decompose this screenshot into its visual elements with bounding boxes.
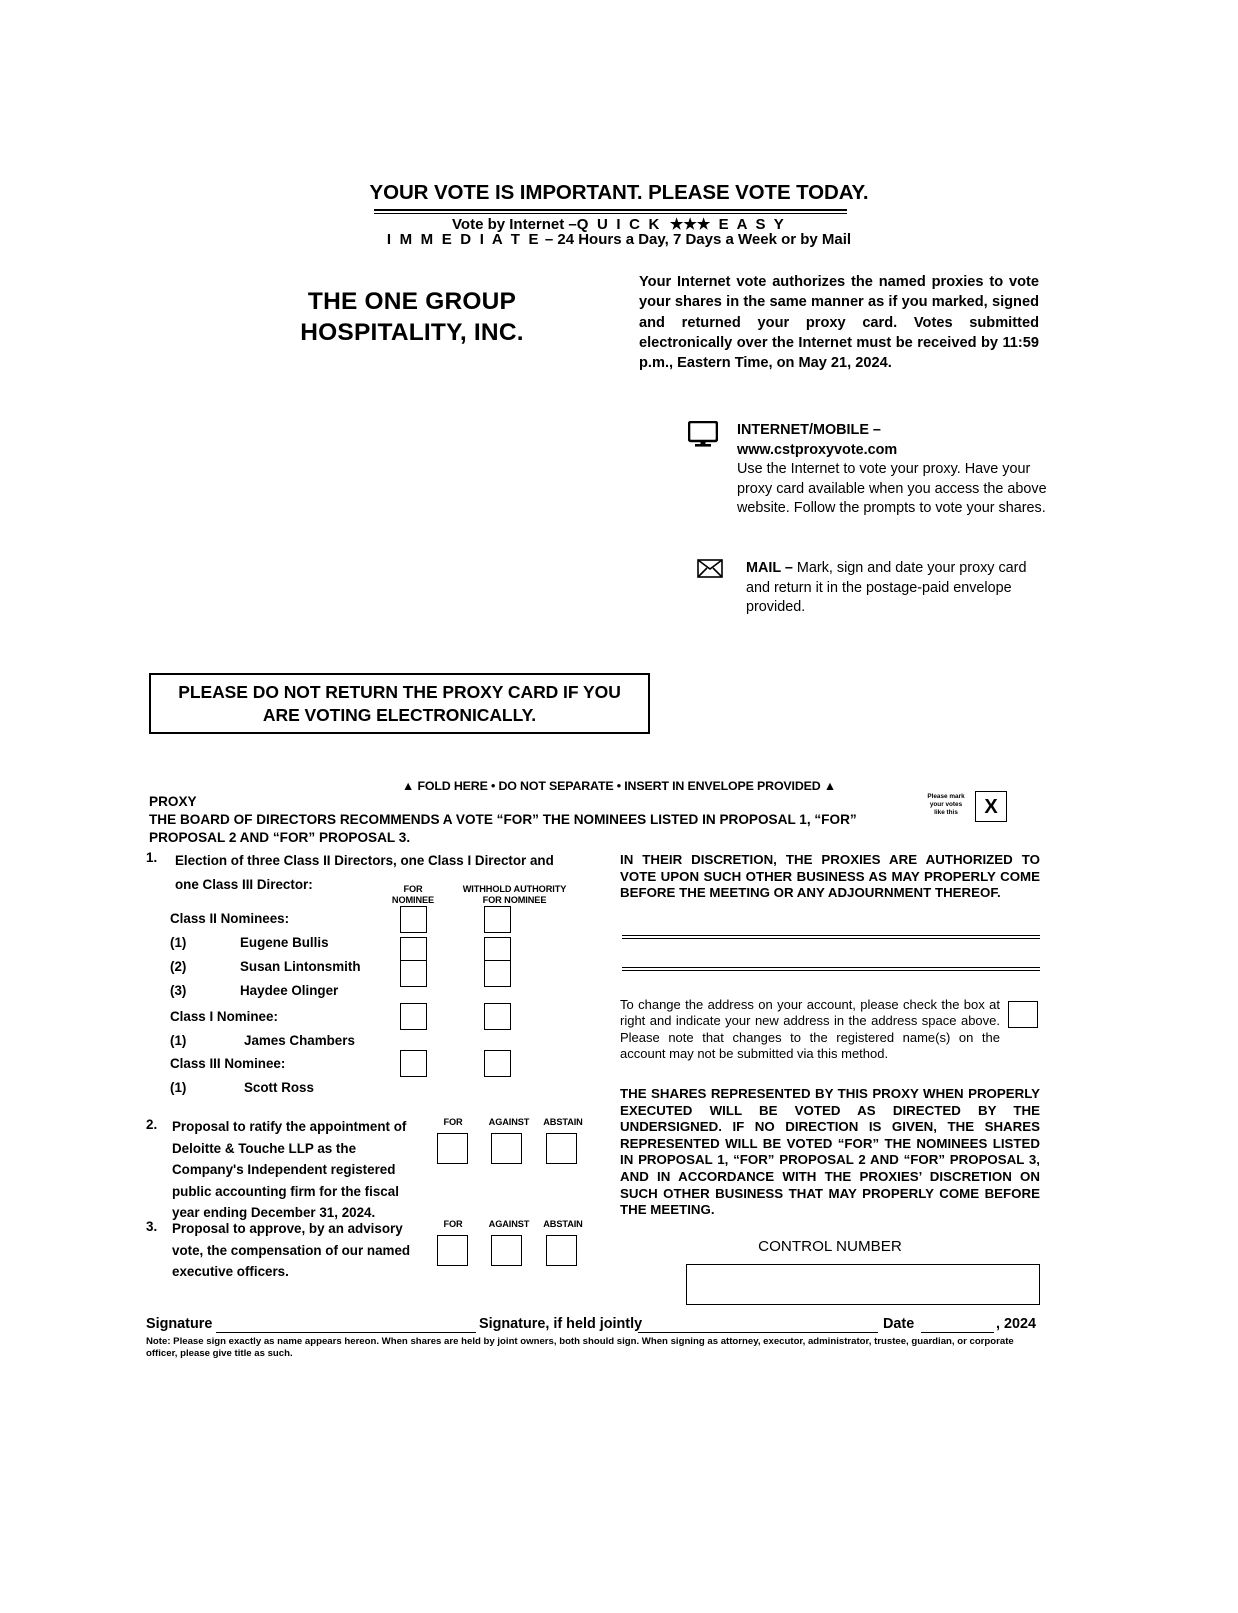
company-name — [212, 286, 612, 348]
column-header-withhold-authority — [448, 884, 581, 905]
column-header-withhold-line2: FOR NOMINEE — [482, 894, 547, 905]
proposal-3-column-for: FOR — [443, 1219, 463, 1229]
checkbox-for-scott-ross[interactable] — [400, 1050, 427, 1077]
proposal-1-number: 1. — [146, 850, 158, 865]
mark-instruction-line2: your votes — [929, 801, 963, 808]
address-line-1 — [622, 935, 1040, 939]
nominee-name-eugene-bullis: Eugene Bullis — [240, 935, 329, 950]
proposal-2-column-for: FOR — [443, 1117, 463, 1127]
fold-here-instruction: ▲ FOLD HERE • DO NOT SEPARATE • INSERT IN ENVELOPE PROVIDED ▲ — [402, 779, 836, 793]
proxy-label: PROXY — [149, 794, 197, 809]
board-recommendation: THE BOARD OF DIRECTORS RECOMMENDS A VOTE “FOR” THE NOMINEES LISTED IN PROPOSAL 1, “FOR” PROPOSAL 2 AND “FOR” PROPOSAL 3. — [149, 812, 857, 845]
checkbox-proposal-2-abstain[interactable] — [546, 1133, 577, 1164]
proxy-vote-url[interactable]: www.cstproxyvote.com — [737, 441, 898, 458]
checkbox-for-eugene-bullis[interactable] — [400, 906, 427, 933]
proposal-2-number: 2. — [146, 1117, 158, 1132]
nominee-number-1: (1) — [170, 935, 187, 950]
signature-year: , 2024 — [996, 1316, 1037, 1332]
hours-label: – 24 Hours a Day, 7 Days a Week or by Mail — [544, 231, 852, 248]
do-not-return-box — [149, 673, 650, 734]
proposal-3-text: Proposal to approve, by an advisory vote, the compensation of our named executive officers. — [172, 1221, 411, 1279]
internet-method-body: Use the Internet to vote your proxy. Have your proxy card available when you access the above website. Follow the prompts to vote your shares. — [737, 461, 1047, 517]
monitor-icon — [688, 421, 718, 454]
checkbox-withhold-haydee-olinger[interactable] — [484, 960, 511, 987]
address-change-paragraph: To change the address on your account, please check the box at right and indicate your new address in the address space above. Please note that changes to the registered name(s) on the account may not be submitted via this method. — [620, 997, 1000, 1062]
company-name-line2: HOSPITALITY, INC. — [300, 319, 524, 346]
date-input-line[interactable] — [921, 1332, 994, 1333]
checkbox-proposal-2-for[interactable] — [437, 1133, 468, 1164]
nominee-name-scott-ross: Scott Ross — [244, 1080, 314, 1095]
mail-method-heading: MAIL – — [746, 560, 793, 576]
nominee-number-4: (1) — [170, 1033, 187, 1048]
proposal-3-number: 3. — [146, 1219, 158, 1234]
page-title: YOUR VOTE IS IMPORTANT. PLEASE VOTE TODAY. — [369, 181, 869, 204]
company-name-line1: THE ONE GROUP — [307, 288, 517, 315]
nominee-name-haydee-olinger: Haydee Olinger — [240, 983, 339, 998]
date-label: Date — [883, 1316, 915, 1332]
mark-instruction — [920, 793, 972, 817]
proposal-3-column-abstain: ABSTAIN — [543, 1219, 583, 1229]
mail-method-block — [697, 559, 1042, 618]
checkbox-for-haydee-olinger[interactable] — [400, 960, 427, 987]
signature-row — [146, 1316, 1042, 1336]
joint-signature-label: Signature, if held jointly — [479, 1316, 643, 1332]
nominee-name-susan-lintonsmith: Susan Lintonsmith — [240, 959, 361, 974]
envelope-icon — [697, 559, 723, 585]
checkbox-proposal-3-against[interactable] — [491, 1235, 522, 1266]
class-i-nominee-label: Class I Nominee: — [170, 1009, 278, 1024]
checkbox-proposal-3-for[interactable] — [437, 1235, 468, 1266]
mark-instruction-line3: like this — [934, 809, 958, 816]
signature-note: Note: Please sign exactly as name appears hereon. When shares are held by joint owners, both should sign. When signing as attorney, executor, administrator, trustee, guardian, or corporate officer, please give title as such. — [146, 1336, 1014, 1359]
control-number-label: CONTROL NUMBER — [758, 1238, 902, 1255]
mail-method-text — [746, 559, 1042, 618]
column-header-withhold-line1: WITHHOLD AUTHORITY — [462, 884, 567, 894]
nominee-number-2: (2) — [170, 959, 187, 974]
column-header-for-nominee — [380, 884, 446, 905]
checkbox-address-change[interactable] — [1008, 1001, 1038, 1028]
proposal-1-text: Election of three Class II Directors, one Class I Director and one Class III Director: — [175, 853, 554, 892]
internet-method-text — [737, 421, 1048, 519]
vote-by-internet-label: Vote by Internet – — [452, 216, 577, 233]
internet-vote-paragraph: Your Internet vote authorizes the named proxies to vote your shares in the same manner as if you marked, signed and returned your proxy card. Votes submitted electronically over the Internet must be received by 11:59 p.m., Eastern Time, on May 21, 2024. — [639, 274, 1039, 372]
nominee-number-5: (1) — [170, 1080, 187, 1095]
class-ii-nominees-label: Class II Nominees: — [170, 911, 290, 926]
signature-input-line[interactable] — [216, 1332, 476, 1333]
column-header-for-nominee-line1: FOR — [403, 884, 423, 894]
checkbox-withhold-james-chambers[interactable] — [484, 1003, 511, 1030]
control-number-field[interactable] — [686, 1264, 1040, 1305]
discretion-paragraph: IN THEIR DISCRETION, THE PROXIES ARE AUTHORIZED TO VOTE UPON SUCH OTHER BUSINESS AS MAY PROPERLY COME BEFORE THE MEETING OR ANY ADJOURNMENT THEREOF. — [620, 852, 1040, 901]
proposal-2-column-abstain: ABSTAIN — [543, 1117, 583, 1127]
mail-method-body: Mark, sign and date your proxy card and return it in the postage-paid envelope provided. — [746, 560, 1027, 616]
proposal-3-column-against: AGAINST — [488, 1219, 530, 1229]
checkbox-withhold-scott-ross[interactable] — [484, 1050, 511, 1077]
checkbox-withhold-eugene-bullis[interactable] — [484, 906, 511, 933]
sample-mark-box: X — [975, 791, 1007, 822]
quick-label: Q U I C K — [576, 216, 662, 233]
class-iii-nominee-label: Class III Nominee: — [170, 1056, 286, 1071]
internet-method-block — [688, 421, 1048, 519]
signature-label: Signature — [146, 1316, 213, 1332]
checkbox-proposal-2-against[interactable] — [491, 1133, 522, 1164]
nominee-number-3: (3) — [170, 983, 187, 998]
do-not-return-text — [178, 681, 621, 727]
column-header-for-nominee-line2: NOMINEE — [391, 894, 435, 905]
header-subtitle-line2 — [0, 231, 1238, 248]
do-not-return-line2: ARE VOTING ELECTRONICALLY. — [262, 704, 537, 725]
proposal-2-text: Proposal to ratify the appointment of Deloitte & Touche LLP as the Company's Independent registered public accounting firm for the fiscal year ending December 31, 2024. — [172, 1119, 407, 1220]
mark-instruction-line1: Please mark — [927, 793, 965, 800]
immediate-label: I M M E D I A T E — [386, 231, 541, 248]
checkbox-proposal-3-abstain[interactable] — [546, 1235, 577, 1266]
do-not-return-line1: PLEASE DO NOT RETURN THE PROXY CARD IF YOU — [178, 681, 621, 702]
easy-label: E A S Y — [718, 216, 786, 233]
shares-voting-paragraph: THE SHARES REPRESENTED BY THIS PROXY WHEN PROPERLY EXECUTED WILL BE VOTED AS DIRECTED BY THE UNDERSIGNED. IF NO DIRECTION IS GIVEN, THE SHARES REPRESENTED WILL BE VOTED “FOR” THE NOMINEES LISTED IN PROPOSAL 1, “FOR” PROPOSAL 2 AND “FOR” PROPOSAL 3, AND IN ACCORDANCE WITH THE PROXIES’ DISCRETION ON SUCH OTHER BUSINESS THAT MAY PROPERLY COME BEFORE THE MEETING. — [620, 1086, 1040, 1218]
joint-signature-input-line[interactable] — [638, 1332, 878, 1333]
nominee-name-james-chambers: James Chambers — [244, 1033, 355, 1048]
checkbox-for-james-chambers[interactable] — [400, 1003, 427, 1030]
internet-method-heading: INTERNET/MOBILE – — [737, 422, 881, 438]
stars-icon: ★★★ — [669, 216, 711, 233]
header-divider — [374, 209, 847, 214]
proposal-2-column-against: AGAINST — [488, 1117, 530, 1127]
address-line-2 — [622, 967, 1040, 971]
